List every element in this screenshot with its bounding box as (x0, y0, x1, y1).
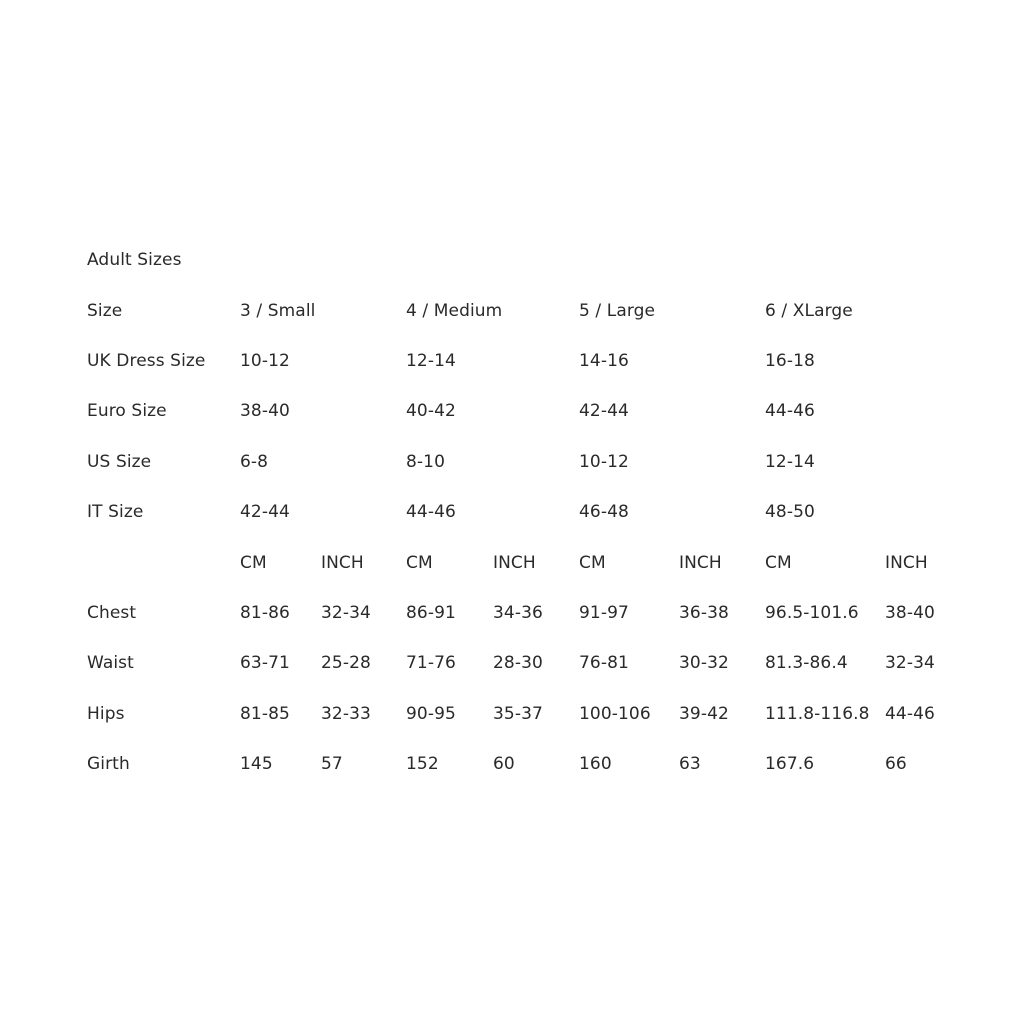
size-cell: 46-48 (579, 502, 629, 522)
size-cell: 10-12 (240, 351, 290, 371)
measure-cell: 36-38 (679, 603, 729, 623)
chart-title: Adult Sizes (87, 250, 182, 270)
unit-header-inch: INCH (885, 553, 928, 573)
size-cell: 12-14 (406, 351, 456, 371)
measure-cell: 32-33 (321, 704, 371, 724)
row-label-it-size: IT Size (87, 502, 144, 522)
measure-cell: 32-34 (885, 653, 935, 673)
row-label-waist: Waist (87, 653, 134, 673)
size-cell: 42-44 (240, 502, 290, 522)
measure-cell: 28-30 (493, 653, 543, 673)
size-cell: 48-50 (765, 502, 815, 522)
measure-cell: 152 (406, 754, 439, 774)
row-label-size: Size (87, 301, 123, 321)
unit-header-cm: CM (406, 553, 433, 573)
measure-cell: 60 (493, 754, 515, 774)
unit-header-inch: INCH (679, 553, 722, 573)
measure-cell: 91-97 (579, 603, 629, 623)
unit-header-inch: INCH (493, 553, 536, 573)
size-cell: 8-10 (406, 452, 445, 472)
size-cell: 10-12 (579, 452, 629, 472)
size-cell: 4 / Medium (406, 301, 503, 321)
size-cell: 42-44 (579, 401, 629, 421)
size-cell: 38-40 (240, 401, 290, 421)
row-label-girth: Girth (87, 754, 130, 774)
measure-cell: 34-36 (493, 603, 543, 623)
measure-cell: 39-42 (679, 704, 729, 724)
row-label-us-size: US Size (87, 452, 152, 472)
measure-cell: 90-95 (406, 704, 456, 724)
size-cell: 3 / Small (240, 301, 316, 321)
unit-header-inch: INCH (321, 553, 364, 573)
measure-cell: 96.5-101.6 (765, 603, 859, 623)
row-label-uk-dress-size: UK Dress Size (87, 351, 206, 371)
measure-cell: 81-85 (240, 704, 290, 724)
measure-cell: 38-40 (885, 603, 935, 623)
measure-cell: 86-91 (406, 603, 456, 623)
measure-cell: 145 (240, 754, 273, 774)
size-cell: 14-16 (579, 351, 629, 371)
measure-cell: 167.6 (765, 754, 815, 774)
measure-cell: 66 (885, 754, 907, 774)
size-cell: 5 / Large (579, 301, 656, 321)
measure-cell: 76-81 (579, 653, 629, 673)
size-cell: 44-46 (765, 401, 815, 421)
measure-cell: 63 (679, 754, 701, 774)
measure-cell: 160 (579, 754, 612, 774)
size-cell: 44-46 (406, 502, 456, 522)
size-cell: 12-14 (765, 452, 815, 472)
measure-cell: 81-86 (240, 603, 290, 623)
measure-cell: 35-37 (493, 704, 543, 724)
measure-cell: 25-28 (321, 653, 371, 673)
measure-cell: 44-46 (885, 704, 935, 724)
measure-cell: 100-106 (579, 704, 651, 724)
measure-cell: 81.3-86.4 (765, 653, 848, 673)
size-cell: 6 / XLarge (765, 301, 853, 321)
size-cell: 16-18 (765, 351, 815, 371)
measure-cell: 111.8-116.8 (765, 704, 870, 724)
row-label-chest: Chest (87, 603, 137, 623)
row-label-euro-size: Euro Size (87, 401, 167, 421)
unit-header-cm: CM (579, 553, 606, 573)
measure-cell: 32-34 (321, 603, 371, 623)
unit-header-cm: CM (765, 553, 792, 573)
unit-header-cm: CM (240, 553, 267, 573)
measure-cell: 71-76 (406, 653, 456, 673)
size-cell: 40-42 (406, 401, 456, 421)
measure-cell: 63-71 (240, 653, 290, 673)
row-label-hips: Hips (87, 704, 125, 724)
measure-cell: 30-32 (679, 653, 729, 673)
size-cell: 6-8 (240, 452, 269, 472)
measure-cell: 57 (321, 754, 343, 774)
